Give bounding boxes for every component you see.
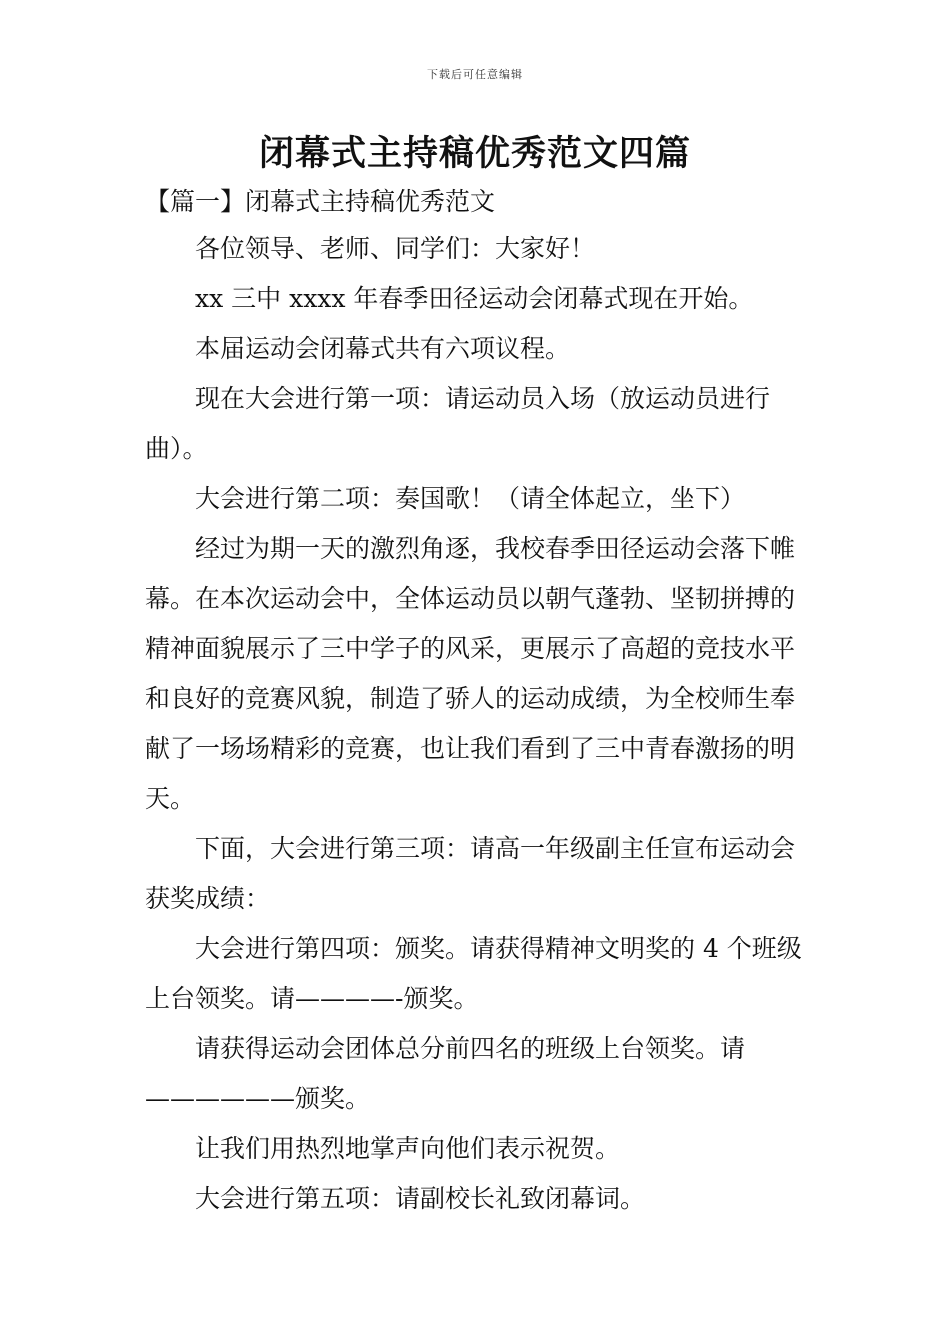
document-title: 闭幕式主持稿优秀范文四篇	[258, 133, 691, 174]
header-note: 下载后可任意编辑	[427, 68, 523, 81]
paragraph-item-one: 现在大会进行第一项：请运动员入场（放运动员进行曲）。	[145, 384, 771, 463]
document-body	[145, 224, 807, 1224]
paragraph-item-four: 大会进行第四项：颁奖。请获得精神文明奖的 4 个班级上台领奖。请————-颁奖。	[145, 934, 802, 1013]
paragraph-team-awards: 请获得运动会团体总分前四名的班级上台领奖。请——————颁奖。	[145, 1034, 746, 1113]
paragraph-item-two: 大会进行第二项：奏国歌！（请全体起立，坐下）	[195, 484, 746, 513]
paragraph-item-three: 下面，大会进行第三项：请高一年级副主任宣布运动会获奖成绩：	[145, 834, 796, 913]
paragraph-review: 经过为期一天的激烈角逐，我校春季田径运动会落下帷幕。在本次运动会中，全体运动员以朝气蓬勃、坚韧拼搏的精神面貌展示了三中学子的风采，更展示了高超的竞技水平和良好的竞赛风貌，制造了骄人的运动成绩，为全校师生奉献了一场场精彩的竞赛，也让我们看到了三中青春激扬的明天。	[145, 534, 796, 813]
paragraph-greeting: 各位领导、老师、同学们：大家好！	[195, 234, 596, 263]
paragraph-applause: 让我们用热烈地掌声向他们表示祝贺。	[195, 1134, 621, 1163]
paragraph-opening: xx 三中 xxxx 年春季田径运动会闭幕式现在开始。	[195, 284, 754, 313]
paragraph-agenda: 本届运动会闭幕式共有六项议程。	[195, 334, 571, 363]
section-heading: 【篇一】闭幕式主持稿优秀范文	[145, 187, 496, 216]
paragraph-item-five: 大会进行第五项：请副校长礼致闭幕词。	[195, 1184, 646, 1213]
